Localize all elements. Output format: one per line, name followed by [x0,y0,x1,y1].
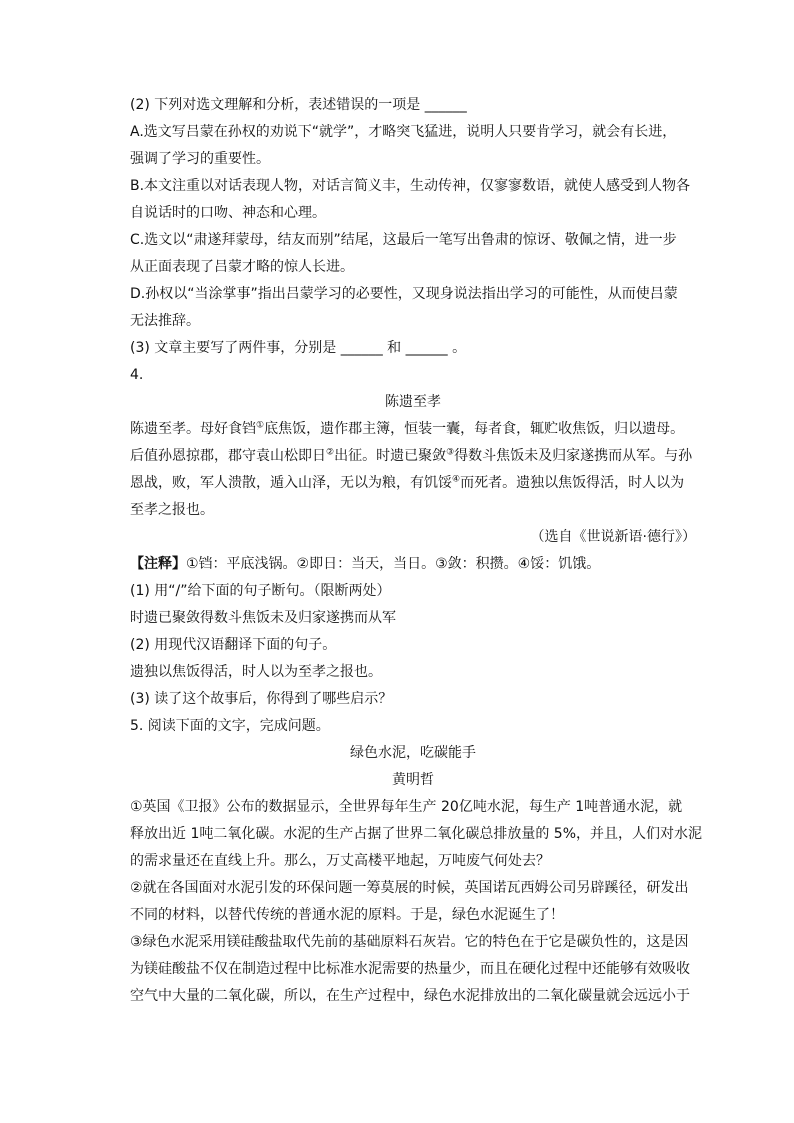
q4-p1-a: 陈遗至孝。母好食铛 [130,421,256,437]
q4-passage-line2 [130,443,696,470]
q2-option-c-line1: C.选文以“肃遂拜蒙母，结友而别”结尾，这最后一笔写出鲁肃的惊讶、敬佩之情，进一步 [130,232,677,248]
q5-para2-line1: ②就在各国面对水泥引发的环保问题一筹莫展的时候，英国诺瓦西姆公司另辟蹊径，研发出 [130,880,689,896]
q4-p3-a: 恩战，败，军人溃散，遁入山泽，无以为粮，有饥馁 [130,475,452,491]
q2-stem: (2) 下列对选文理解和分析，表述错误的一项是 ______ [130,97,467,113]
q5-para3-line3: 空气中大量的二氧化碳，所以，在生产过程中，绿色水泥排放出的二氧化碳量就会远远小于 [130,988,690,1004]
q4-passage-line3 [130,470,696,497]
footnote-marker-3: ③ [446,447,455,458]
q4-title: 陈遗至孝 [385,394,441,410]
q5-para1-line3: 的需求量还在直线上升。那么，万丈高楼平地起，万吨废气何处去？ [130,853,550,869]
q4-passage-line4: 至孝之报也。 [130,502,214,518]
q4-subq2-text: 遗独以焦饭得活，时人以为至孝之报也。 [130,664,382,680]
q4-p3-b: 而死者。遗独以焦饭得活，时人以为 [460,475,685,491]
q5-para1-line2: 释放出近 1吨二氧化碳。水泥的生产占据了世界二氧化碳总排放量的 5%，并且，人们对水泥 [130,826,703,842]
q4-source: （选自《世说新语·德行》） [530,529,696,545]
footnote-marker-1: ① [256,420,265,431]
q2-option-a-line1: A.选文写吕蒙在孙权的劝说下“就学”，才略突飞猛进，说明人只要肯学习，就会有长进， [130,124,677,140]
q2-option-a-line2: 强调了学习的重要性。 [130,151,270,167]
q4-passage-line1 [130,416,696,443]
q5-para2-line2: 不同的材料，以替代传统的普通水泥的原料。于是，绿色水泥诞生了！ [130,907,564,923]
q5-para3-line2: 为镁硅酸盐不仅在制造过程中比标准水泥需要的热量少，而且在硬化过程中还能够有效吸收 [130,961,690,977]
q4-subq1: (1) 用“/”给下面的句子断句。（限断两处） [130,583,391,599]
q5-author: 黄明哲 [392,772,434,788]
footnote-marker-4: ④ [452,474,461,485]
q4-notes [130,551,696,578]
q4-subq3: (3) 读了这个故事后，你得到了哪些启示？ [130,691,393,707]
q3-stem: (3) 文章主要写了两件事，分别是 ______ 和 ______ 。 [130,340,467,356]
q2-option-d-line2: 无法推辞。 [130,313,200,329]
q2-option-c-line2: 从正面表现了吕蒙才略的惊人长进。 [130,259,354,275]
q5-stem: 5. 阅读下面的文字，完成问题。 [130,718,330,734]
q5-para1-line1: ①英国《卫报》公布的数据显示，全世界每年生产 20亿吨水泥，每生产 1吨普通水泥，就 [130,799,683,815]
q4-notes-head: 【注释】 [130,556,186,572]
q2-option-d-line1: D.孙权以“当涂掌事”指出吕蒙学习的必要性，又现身说法指出学习的可能性，从而使吕蒙 [130,286,678,302]
q5-para3-line1: ③绿色水泥采用镁硅酸盐取代先前的基础原料石灰岩。它的特色在于它是碳负性的，这是因 [130,934,689,950]
q5-title: 绿色水泥，吃碳能手 [350,745,476,761]
q4-p1-b: 底焦饭，遗作郡主簿，恒装一囊，每者食，辄贮收焦饭，归以遗母。 [264,421,685,437]
q2-option-b-line2: 自说话时的口吻、神态和心理。 [130,205,326,221]
q4-p2-b: 出征。时遗已聚敛 [334,448,447,464]
q4-subq2: (2) 用现代汉语翻译下面的句子。 [130,637,337,653]
q2-option-b-line1: B.本文注重以对话表现人物，对话言简义丰，生动传神，仅寥寥数语，就使人感受到人物各 [130,178,691,194]
q4-number: 4. [130,367,144,383]
q4-p2-a: 后值孙恩掠郡，郡守袁山松即日 [130,448,326,464]
q4-p2-c: 得数斗焦饭未及归家遂携而从军。与孙 [454,448,693,464]
q4-notes-body: ①铛：平底浅锅。②即日：当天，当日。③敛：积攒。④馁：饥饿。 [186,556,601,572]
q4-subq1-text: 时遗已聚敛得数斗焦饭未及归家遂携而从军 [130,610,396,626]
footnote-marker-2: ② [326,447,335,458]
text-column [130,92,703,1010]
